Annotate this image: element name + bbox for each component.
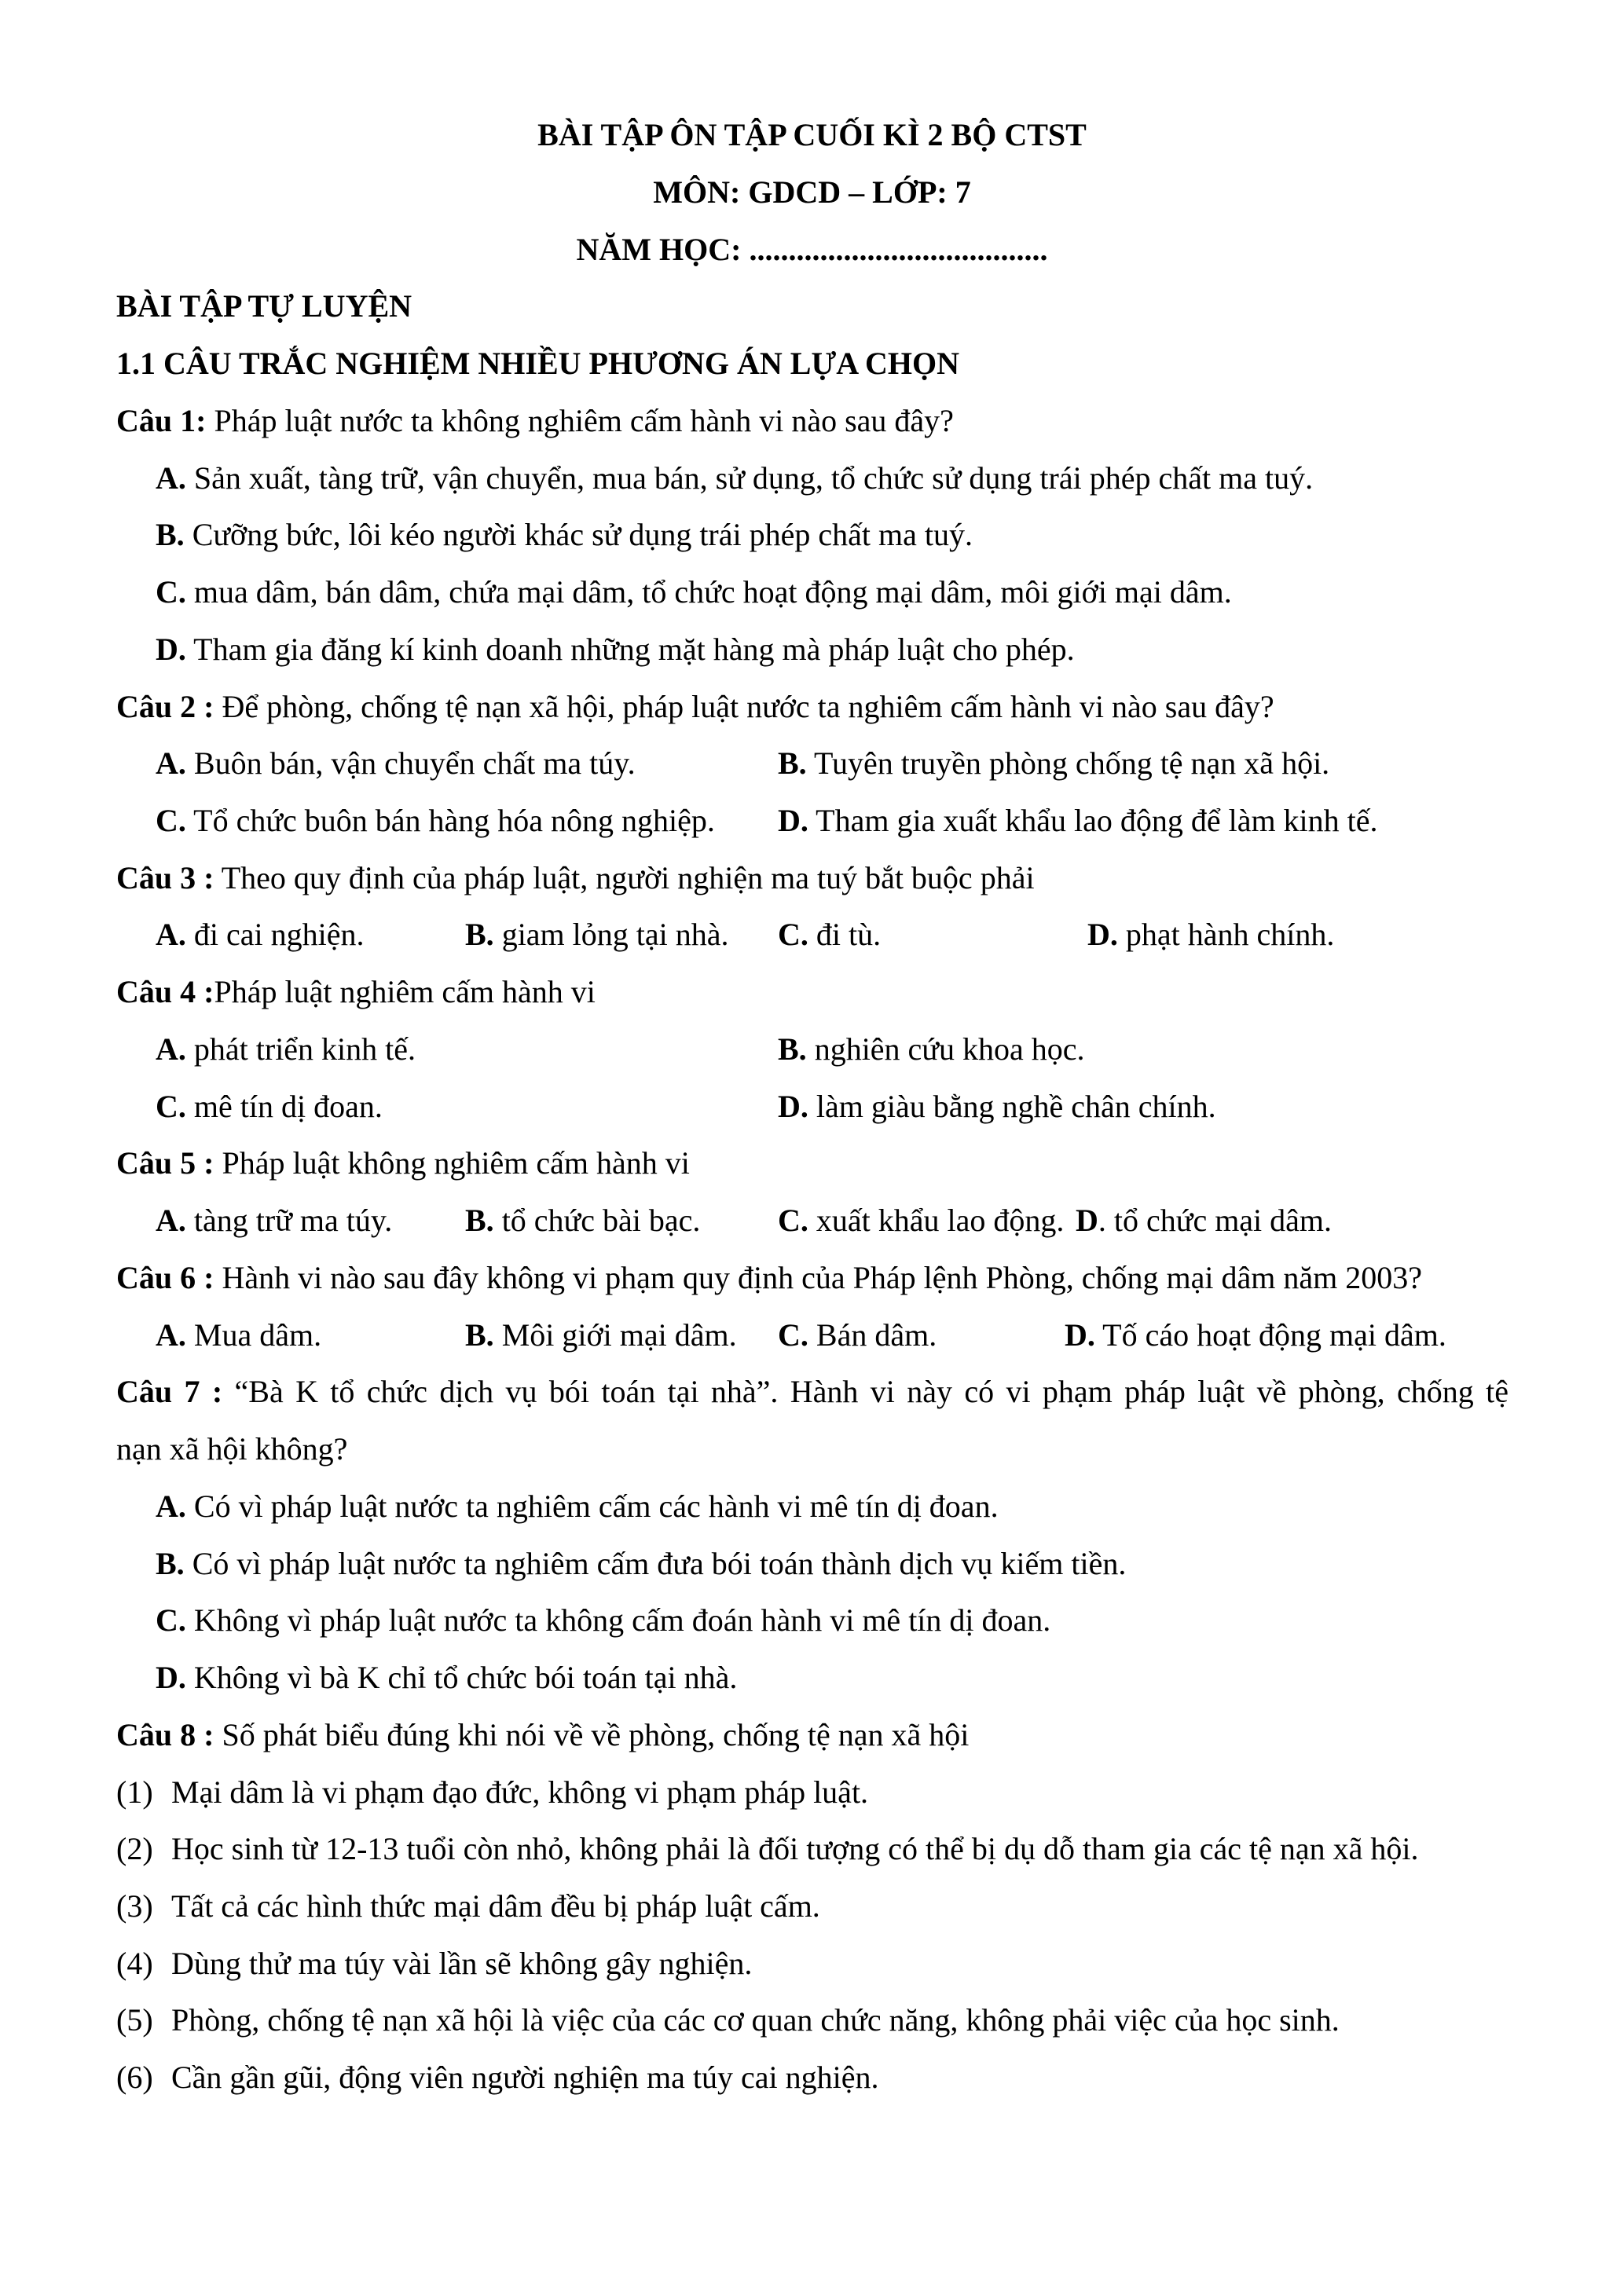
answer-option [156, 802, 715, 840]
option-text: Tố cáo hoạt động mại dâm. [1094, 1317, 1446, 1353]
question-label: Câu 4 : [116, 974, 214, 1009]
option-text: Cưỡng bức, lôi kéo người khác sử dụng trái phép chất ma tuý. [184, 517, 973, 552]
answer-option [1087, 916, 1334, 954]
question-label: Câu 8 : [116, 1717, 214, 1752]
answer-option [778, 1316, 937, 1354]
option-text: làm giàu bằng nghề chân chính. [808, 1089, 1216, 1124]
option-text: Tổ chức buôn bán hàng hóa nông nghiệp. [185, 803, 715, 838]
option-text: Không vì pháp luật nước ta không cấm đoán hành vi mê tín dị đoan. [185, 1602, 1051, 1638]
statement-text: Phòng, chống tệ nạn xã hội là việc của các cơ quan chức năng, không phải việc của học sinh. [171, 2002, 1340, 2038]
option-letter: C. [156, 803, 186, 838]
option-letter: A. [156, 917, 186, 952]
statement-number: (1) [116, 1774, 153, 1810]
option-letter: A. [156, 745, 186, 781]
question-text: Để phòng, chống tệ nạn xã hội, pháp luật nước ta nghiêm cấm hành vi nào sau đây? [214, 689, 1274, 724]
option-letter: D. [778, 803, 808, 838]
option-text: . tổ chức mại dâm. [1098, 1203, 1333, 1238]
option-text: Không vì bà K chỉ tổ chức bói toán tại nhà. [185, 1660, 738, 1695]
question-text: Pháp luật không nghiêm cấm hành vi [214, 1145, 690, 1181]
answer-option [156, 573, 1232, 611]
option-letter: B. [465, 1317, 494, 1353]
answer-option [778, 745, 1329, 782]
statement-number: (5) [116, 2002, 153, 2038]
option-letter: C. [156, 1602, 186, 1638]
answer-option [156, 916, 365, 954]
option-letter: D [1076, 1203, 1098, 1238]
option-letter: C. [778, 1203, 808, 1238]
answer-option [465, 916, 729, 954]
option-letter: B. [778, 1031, 807, 1067]
answer-option [778, 1202, 1064, 1240]
section-heading: BÀI TẬP TỰ LUYỆN [116, 288, 412, 324]
statement-item [116, 1945, 752, 1983]
option-text: nghiên cứu khoa học. [806, 1031, 1085, 1067]
option-letter: D. [156, 632, 186, 667]
question-3 [116, 859, 1035, 897]
question-6 [116, 1259, 1422, 1297]
option-letter: B. [156, 517, 185, 552]
statement-item [116, 1830, 1419, 1868]
option-text: phạt hành chính. [1117, 917, 1335, 952]
option-text: Có vì pháp luật nước ta nghiêm cấm đưa bói toán thành dịch vụ kiếm tiền. [184, 1546, 1127, 1581]
option-text: đi tù. [808, 917, 882, 952]
statement-number: (2) [116, 1831, 153, 1866]
statement-item [116, 2001, 1340, 2039]
answer-option [156, 1602, 1050, 1639]
option-letter: A. [156, 1203, 186, 1238]
option-letter: D. [1065, 1317, 1095, 1353]
option-text: Môi giới mại dâm. [493, 1317, 737, 1353]
option-text: Mua dâm. [185, 1317, 322, 1353]
statement-number: (6) [116, 2060, 153, 2095]
answer-option [1076, 1202, 1332, 1240]
option-letter: B. [156, 1546, 185, 1581]
option-text: Bán dâm. [808, 1317, 937, 1353]
answer-option [156, 1488, 999, 1525]
question-text: “Bà K tổ chức dịch vụ bói toán tại nhà”. Hành vi này có vi phạm pháp luật về phòng, chống tệ [222, 1374, 1509, 1409]
statement-text: Cần gần gũi, động viên người nghiện ma túy cai nghiện. [171, 2060, 879, 2095]
statement-item [116, 1888, 820, 1925]
question-7 [116, 1373, 1509, 1411]
question-label: Câu 5 : [116, 1145, 214, 1181]
statement-number: (4) [116, 1946, 153, 1981]
answer-option [156, 1659, 737, 1697]
option-text: tàng trữ ma túy. [185, 1203, 393, 1238]
question-label: Câu 1: [116, 403, 207, 438]
option-text: Có vì pháp luật nước ta nghiêm cấm các hành vi mê tín dị đoan. [185, 1489, 999, 1524]
question-5 [116, 1144, 690, 1182]
statement-text: Tất cả các hình thức mại dâm đều bị pháp luật cấm. [171, 1888, 820, 1924]
answer-option [465, 1202, 700, 1240]
option-text: mua dâm, bán dâm, chứa mại dâm, tổ chức hoạt động mại dâm, môi giới mại dâm. [185, 574, 1232, 610]
document-title: BÀI TẬP ÔN TẬP CUỐI KÌ 2 BỘ CTST [537, 117, 1087, 152]
statement-text: Học sinh từ 12-13 tuổi còn nhỏ, không phải là đối tượng có thể bị dụ dỗ tham gia các tệ nạn xã hội. [171, 1831, 1419, 1866]
answer-option [156, 516, 973, 554]
statement-item [116, 2059, 878, 2096]
answer-option [156, 1316, 321, 1354]
option-letter: D. [1087, 917, 1118, 952]
option-letter: A. [156, 1031, 186, 1067]
document-school-year: NĂM HỌC: ...................................... [576, 232, 1048, 267]
question-text: Hành vi nào sau đây không vi phạm quy định của Pháp lệnh Phòng, chống mại dâm năm 2003? [214, 1260, 1422, 1295]
option-letter: D. [778, 1089, 808, 1124]
option-text: Buôn bán, vận chuyển chất ma túy. [185, 745, 636, 781]
answer-option [156, 1202, 392, 1240]
option-letter: B. [465, 917, 494, 952]
question-1 [116, 402, 954, 440]
question-2 [116, 688, 1274, 726]
option-text: xuất khẩu lao động. [808, 1203, 1065, 1238]
option-letter: D. [156, 1660, 186, 1695]
answer-option [778, 1088, 1216, 1126]
option-text: Tuyên truyền phòng chống tệ nạn xã hội. [806, 745, 1330, 781]
option-text: đi cai nghiện. [185, 917, 365, 952]
question-text: Pháp luật nước ta không nghiêm cấm hành vi nào sau đây? [206, 403, 954, 438]
answer-option [465, 1316, 737, 1354]
option-letter: B. [465, 1203, 494, 1238]
option-letter: C. [778, 1317, 808, 1353]
answer-option [778, 1031, 1085, 1068]
answer-option [156, 1088, 383, 1126]
subsection-heading: 1.1 CÂU TRẮC NGHIỆM NHIỀU PHƯƠNG ÁN LỰA CHỌN [116, 346, 959, 381]
option-letter: C. [156, 1089, 186, 1124]
option-text: Tham gia xuất khẩu lao động để làm kinh tế. [808, 803, 1378, 838]
question-label: Câu 7 : [116, 1374, 223, 1409]
question-label: Câu 6 : [116, 1260, 214, 1295]
option-letter: B. [778, 745, 807, 781]
question-text: Pháp luật nghiêm cấm hành vi [214, 974, 596, 1009]
statement-item [116, 1774, 868, 1811]
answer-option [778, 802, 1378, 840]
option-letter: A. [156, 460, 186, 496]
question-label: Câu 3 : [116, 860, 214, 895]
answer-option [156, 631, 1075, 668]
option-letter: A. [156, 1317, 186, 1353]
question-4 [116, 973, 596, 1011]
option-text: Sản xuất, tàng trữ, vận chuyển, mua bán, sử dụng, tổ chức sử dụng trái phép chất ma tuý. [185, 460, 1314, 496]
statement-text: Mại dâm là vi phạm đạo đức, không vi phạm pháp luật. [171, 1774, 869, 1810]
option-letter: C. [156, 574, 186, 610]
option-text: mê tín dị đoan. [185, 1089, 383, 1124]
question-text-continued: nạn xã hội không? [116, 1431, 348, 1467]
statement-number: (3) [116, 1888, 153, 1924]
answer-option [156, 1031, 416, 1068]
option-letter: A. [156, 1489, 186, 1524]
question-label: Câu 2 : [116, 689, 214, 724]
answer-option [156, 1545, 1126, 1583]
answer-option [1065, 1316, 1446, 1354]
option-text: phát triển kinh tế. [185, 1031, 416, 1067]
question-text: Theo quy định của pháp luật, người nghiện ma tuý bắt buộc phải [214, 860, 1035, 895]
option-text: tổ chức bài bạc. [493, 1203, 701, 1238]
answer-option [156, 745, 636, 782]
answer-option [778, 916, 881, 954]
option-letter: C. [778, 917, 808, 952]
statement-text: Dùng thử ma túy vài lần sẽ không gây nghiện. [171, 1946, 753, 1981]
document-subject: MÔN: GDCD – LỚP: 7 [653, 174, 971, 210]
question-8 [116, 1716, 969, 1754]
answer-option [156, 460, 1313, 497]
option-text: Tham gia đăng kí kinh doanh những mặt hàng mà pháp luật cho phép. [185, 632, 1075, 667]
question-text: Số phát biểu đúng khi nói về về phòng, chống tệ nạn xã hội [214, 1717, 970, 1752]
option-text: giam lỏng tại nhà. [493, 917, 729, 952]
